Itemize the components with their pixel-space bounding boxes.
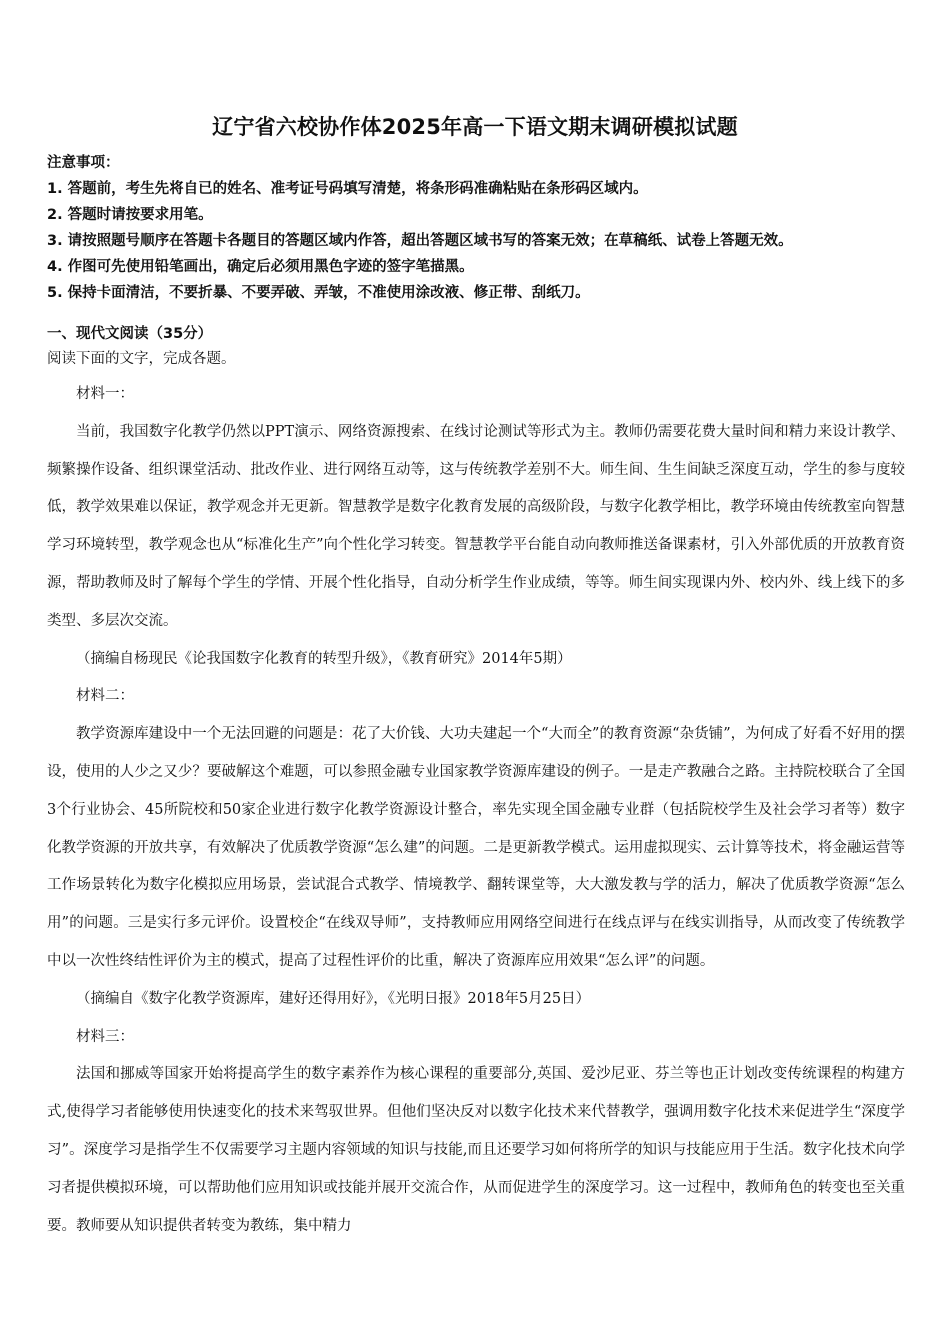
section-heading: 一、现代文阅读（35分）: [47, 326, 213, 342]
note-item: 2. 答题时请按要求用笔。: [47, 207, 213, 223]
material-3-label: 材料三：: [76, 1028, 134, 1045]
material-1-source: （摘编自杨现民《论我国数字化教育的转型升级》，《教育研究》2014年5期）: [76, 650, 572, 667]
material-3-text: 法国和挪威等国家开始将提高学生的数字素养作为核心课程的重要部分,英国、爱沙尼亚、芬兰等也正计划改变传统课程的构建方式,使得学习者能够使用快速变化的技术来驾驭世界。但他们坚决反对以数字化技术来代替教学，强调用数字化技术来促进学生“深度学习”。深度学习是指学生不仅需要学习主题内容领域的知识与技能,而且还要学习如何将所学的知识与技能应用于生活。数字化技术向学习者提供模拟环境，可以帮助他们应用知识或技能并展开交流合作，从而促进学生的深度学习。这一过程中，教师角色的转变也至关重要。教师要从知识提供者转变为教练，集中精力: [47, 1066, 905, 1234]
note-item: 3. 请按照题号顺序在答题卡各题目的答题区域内作答，超出答题区域书写的答案无效；在草稿纸、试卷上答题无效。: [47, 233, 793, 249]
material-1-label: 材料一：: [76, 386, 134, 402]
document-title: 辽宁省六校协作体2025年高一下语文期末调研模拟试题: [212, 115, 738, 139]
notes-heading: 注意事项：: [47, 155, 120, 171]
material-2-text: 教学资源库建设中一个无法回避的问题是：花了大价钱、大功夫建起一个“大而全”的教育资源“杂货铺”，为何成了好看不好用的摆设，使用的人少之又少？要破解这个难题，可以参照金融专业国家教学资源库建设的例子。一是走产教融合之路。主持院校联合了全国3个行业协会、45所院校和50家企业进行数字化教学资源设计整合，率先实现全国金融专业群（包括院校学生及社会学习者等）数字化教学资源的开放共享，有效解决了优质教学资源“怎么建”的问题。二是更新教学模式。运用虚拟现实、云计算等技术，将金融运营等工作场景转化为数字化模拟应用场景，尝试混合式教学、情境教学、翻转课堂等，大大激发教与学的活力，解决了优质教学资源“怎么用”的问题。三是实行多元评价。设置校企“在线双导师”，支持教师应用网络空间进行在线点评与在线实训指导，从而改变了传统教学中以一次性终结性评价为主的模式，提高了过程性评价的比重，解决了资源库应用效果“怎么评”的问题。: [47, 726, 905, 969]
material-1-text: 当前，我国数字化教学仍然以PPT演示、网络资源搜索、在线讨论测试等形式为主。教师仍需要花费大量时间和精力来设计教学、频繁操作设备、组织课堂活动、批改作业、进行网络互动等，这与传统教学差别不大。师生间、生生间缺乏深度互动，学生的参与度较低，教学效果难以保证，教学观念并无更新。智慧教学是数字化教育发展的高级阶段，与数字化教学相比，教学环境由传统教室向智慧学习环境转型，教学观念也从“标准化生产”向个性化学习转变。智慧教学平台能自动向教师推送备课素材，引入外部优质的开放教育资源，帮助教师及时了解每个学生的学情、开展个性化指导，自动分析学生作业成绩，等等。师生间实现课内外、校内外、线上线下的多类型、多层次交流。: [47, 423, 905, 629]
material-2-label: 材料二：: [76, 688, 134, 705]
note-item: 1. 答题前，考生先将自已的姓名、准考证号码填写清楚，将条形码准确粘贴在条形码区域内。: [47, 181, 648, 197]
material-2-source: （摘编自《数字化教学资源库，建好还得用好》，《光明日报》2018年5月25日）: [76, 990, 591, 1007]
section-instruction: 阅读下面的文字，完成各题。: [47, 351, 236, 367]
note-item: 5. 保持卡面清洁，不要折暴、不要弄破、弄皱，不准使用涂改液、修正带、刮纸刀。: [47, 285, 590, 301]
note-item: 4. 作图可先使用铅笔画出，确定后必须用黑色字迹的签字笔描黑。: [47, 259, 474, 275]
notes-block: [47, 150, 917, 306]
reading-section-header: [47, 322, 917, 372]
reading-materials: [47, 376, 905, 1245]
